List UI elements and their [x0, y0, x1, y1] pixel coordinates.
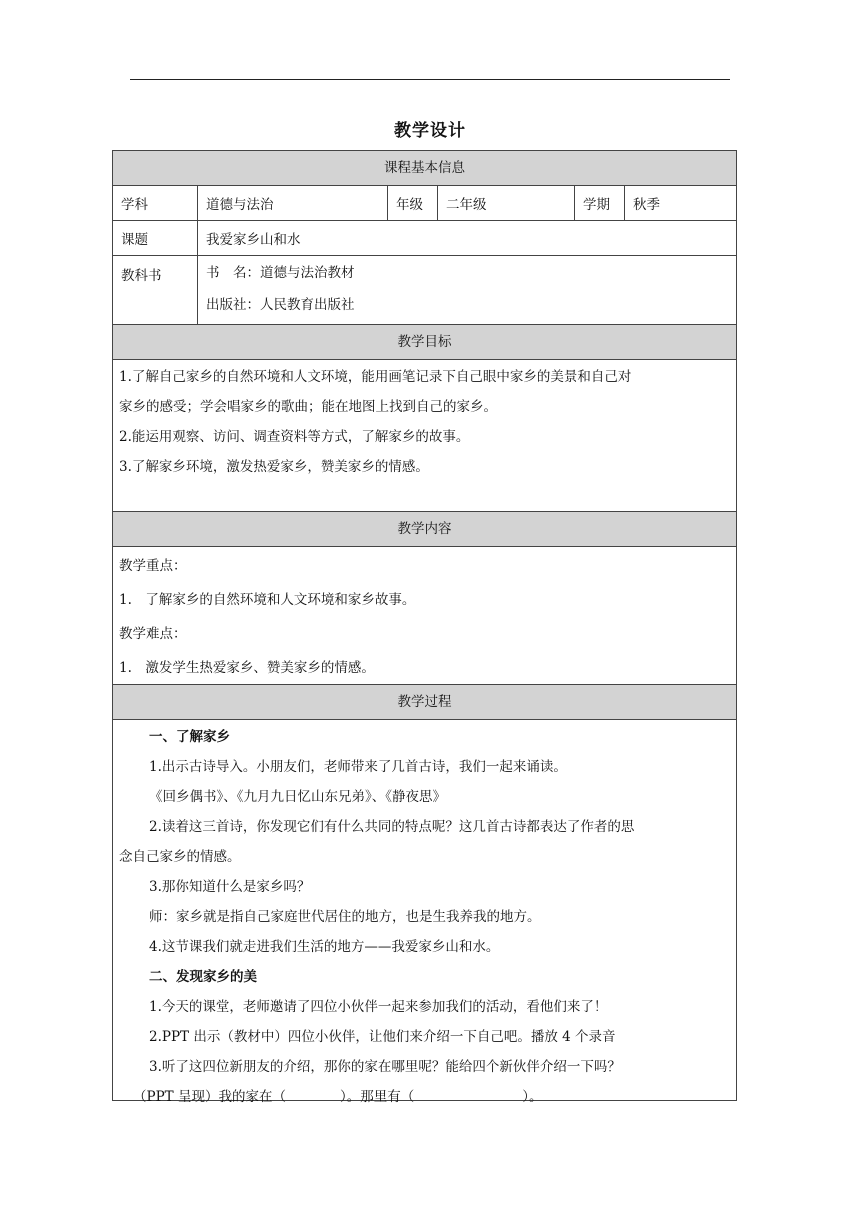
process-section-2-step-1: 1.今天的课堂，老师邀请了四位小伙伴一起来参加我们的活动，看他们来了！ — [149, 999, 608, 1015]
key-points-label: 教学重点： — [119, 558, 187, 574]
key-point-1: 1. 了解家乡的自然环境和人文环境和家乡故事。 — [119, 592, 416, 608]
header-rule — [130, 79, 730, 80]
process-body — [113, 720, 736, 1105]
textbook-details — [198, 256, 736, 324]
process-step-2-line-2: 念自己家乡的情感。 — [119, 849, 241, 865]
section-header-goals: 教学目标 — [113, 325, 736, 360]
row-subject-grade-term — [113, 186, 736, 221]
subject-label: 学科 — [113, 186, 198, 220]
document-title: 教学设计 — [394, 121, 466, 141]
section-header-process: 教学过程 — [113, 685, 736, 720]
goal-1-line-2: 家乡的感受；学会唱家乡的歌曲；能在地图上找到自己的家乡。 — [119, 399, 497, 415]
process-section-2-prompt: （PPT 呈现）我的家在（ ）。那里有（ ）。 — [133, 1089, 543, 1105]
process-step-1: 1.出示古诗导入。小朋友们，老师带来了几首古诗，我们一起来诵读。 — [149, 759, 567, 775]
topic-label: 课题 — [113, 221, 198, 255]
grade-value: 二年级 — [438, 186, 575, 220]
process-teacher-answer: 师：家乡就是指自己家庭世代居住的地方，也是生我养我的地方。 — [149, 909, 541, 925]
grade-label: 年级 — [388, 186, 438, 220]
section-header-basic-info: 课程基本信息 — [113, 151, 736, 186]
difficult-points-label: 教学难点： — [119, 626, 187, 642]
textbook-publisher: 出版社：人民教育出版社 — [206, 297, 355, 313]
process-section-2-step-3: 3.听了这四位新朋友的介绍，那你的家在哪里呢？能给四个新伙伴介绍一下吗？ — [149, 1059, 621, 1075]
goal-1-line-1: 1.了解自己家乡的自然环境和人文环境，能用画笔记录下自己眼中家乡的美景和自己对 — [119, 369, 632, 385]
term-label: 学期 — [575, 186, 625, 220]
goal-3: 3.了解家乡环境，激发热爱家乡，赞美家乡的情感。 — [119, 459, 429, 475]
process-section-1-title: 一、了解家乡 — [149, 729, 230, 745]
term-value: 秋季 — [633, 197, 660, 213]
row-topic — [113, 221, 736, 256]
goal-2: 2.能运用观察、访问、调查资料等方式，了解家乡的故事。 — [119, 429, 470, 445]
topic-value: 我爱家乡山和水 — [206, 232, 301, 248]
process-step-4: 4.这节课我们就走进我们生活的地方——我爱家乡山和水。 — [149, 939, 500, 955]
process-section-2-step-2: 2.PPT 出示（教材中）四位小伙伴，让他们来介绍一下自己吧。播放 4 个录音 — [149, 1029, 616, 1045]
subject-value: 道德与法治 — [198, 186, 388, 220]
content-body — [113, 547, 736, 685]
goals-content — [113, 360, 736, 512]
process-step-3: 3.那你知道什么是家乡吗？ — [149, 879, 311, 895]
row-textbook — [113, 256, 736, 325]
process-step-2-line-1: 2.读着这三首诗，你发现它们有什么共同的特点呢？这几首古诗都表达了作者的思 — [149, 819, 635, 835]
difficult-point-1: 1. 激发学生热爱家乡、赞美家乡的情感。 — [119, 660, 375, 676]
process-section-2-title: 二、发现家乡的美 — [149, 969, 257, 985]
textbook-name: 书 名：道德与法治教材 — [206, 265, 355, 281]
process-poems: 《回乡偶书》、《九月九日忆山东兄弟》、《静夜思》 — [149, 789, 446, 805]
textbook-label: 教科书 — [113, 256, 198, 324]
lesson-plan-table — [112, 150, 737, 1105]
section-header-content: 教学内容 — [113, 512, 736, 547]
